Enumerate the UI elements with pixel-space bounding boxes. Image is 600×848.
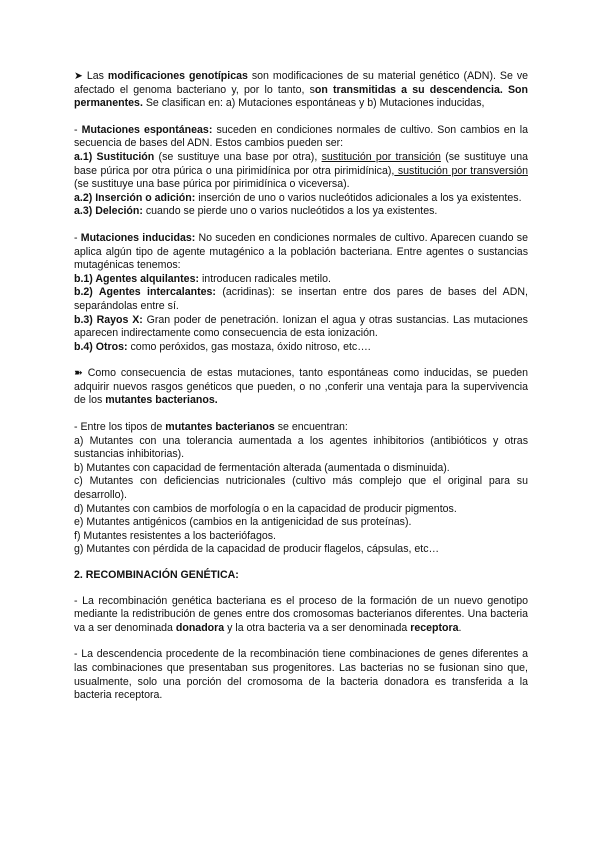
item-others: b.4) Otros: como peróxidos, gas mostaza, óxido nitroso, etc…. [74, 340, 371, 353]
list-item: g) Mutantes con pérdida de la capacidad de producir flagelos, cápsulas, etc… [74, 543, 440, 556]
arrow-icon: ➽ [74, 367, 83, 380]
list-item: d) Mutantes con cambios de morfología o en la capacidad de producir pigmentos. [74, 502, 457, 515]
document-page [74, 70, 528, 703]
list-item: a) Mutantes con una tolerancia aumentada a los agentes inhibitorios (antibióticos y otras sustancias inhibitorias). [74, 434, 528, 461]
arrow-icon: ➤ [74, 70, 83, 82]
list-item: b) Mutantes con capacidad de fermentación alterada (aumentada o disminuida). [74, 461, 450, 474]
section-heading: 2. RECOMBINACIÓN GENÉTICA: [74, 569, 239, 581]
list-item: c) Mutantes con deficiencias nutricionales (cultivo más complejo que el original para su desarrollo). [74, 475, 528, 502]
paragraph-offspring: - La descendencia procedente de la recombinación tiene combinaciones de genes diferentes a las combinaciones que presentaban sus progenitores. Las bacterias no se fusionan sino que, usualmente, solo una porción del cromosoma de la bacteria donadora es transferida a la bacteria receptora. [74, 648, 528, 702]
item-xrays: b.3) Rayos X: Gran poder de penetración. Ionizan el agua y otras sustancias. Las mutaciones aparecen indirectamente como consecuencia de esta ionización. [74, 313, 528, 340]
paragraph-spontaneous: - Mutaciones espontáneas: suceden en condiciones normales de cultivo. Son cambios en la secuencia de bases del ADN. Estos cambios pueden ser: [74, 123, 528, 150]
item-deletion: a.3) Deleción: cuando se pierde uno o varios nucleótidos a los ya existentes. [74, 205, 438, 218]
item-intercalating: b.2) Agentes intercalantes: (acridinas): se insertan entre dos pares de bases del ADN, separándolas entre sí. [74, 286, 528, 312]
paragraph-recombination: - La recombinación genética bacteriana es el proceso de la formación de un nuevo genotipo mediante la redistribución de genes entre dos cromosomas bacterianos diferentes. Una bacteria va a ser denominada donadora y la otra bacteria va a ser denominada receptora. [74, 594, 528, 634]
list-item: e) Mutantes antigénicos (cambios en la antigenicidad de sus proteínas). [74, 516, 412, 529]
item-substitution: a.1) Sustitución (se sustituye una base por otra), sustitución por transición (se sustituye una base púrica por otra púrica o una pirimidínica por otra pirimidínica), sustitución por transversión (se sustituye una base púrica por pirimidínica o viceversa). [74, 150, 528, 191]
item-alkylating: b.1) Agentes alquilantes: introducen radicales metilo. [74, 272, 331, 285]
paragraph-mutant-types: - Entre los tipos de mutantes bacterianos se encuentran: [74, 421, 348, 434]
paragraph-genotypic: ➤ Las modificaciones genotípicas son modificaciones de su material genético (ADN). Se ve afectado el genoma bacteriano y, por lo tanto, son transmitidas a su descendencia. Son permanentes. Se clasifican en: a) Mutaciones espontáneas y b) Mutaciones inducidas, [74, 70, 529, 110]
paragraph-induced: - Mutaciones inducidas: No suceden en condiciones normales de cultivo. Aparecen cuando se aplica algún tipo de agente mutagénico a la población bacteriana. Entre agentes o sustancias mutagénicas tenemos: [74, 231, 528, 272]
paragraph-consequence: ➽ Como consecuencia de estas mutaciones, tanto espontáneas como inducidas, se pueden adquirir nuevos rasgos genéticos que pueden, o no ,conferir una ventaja para la supervivencia de los mutantes bacterianos. [74, 367, 528, 407]
item-insertion: a.2) Inserción o adición: inserción de uno o varios nucleótidos adicionales a los ya existentes. [74, 191, 522, 204]
list-item: f) Mutantes resistentes a los bacteriófagos. [74, 529, 276, 542]
